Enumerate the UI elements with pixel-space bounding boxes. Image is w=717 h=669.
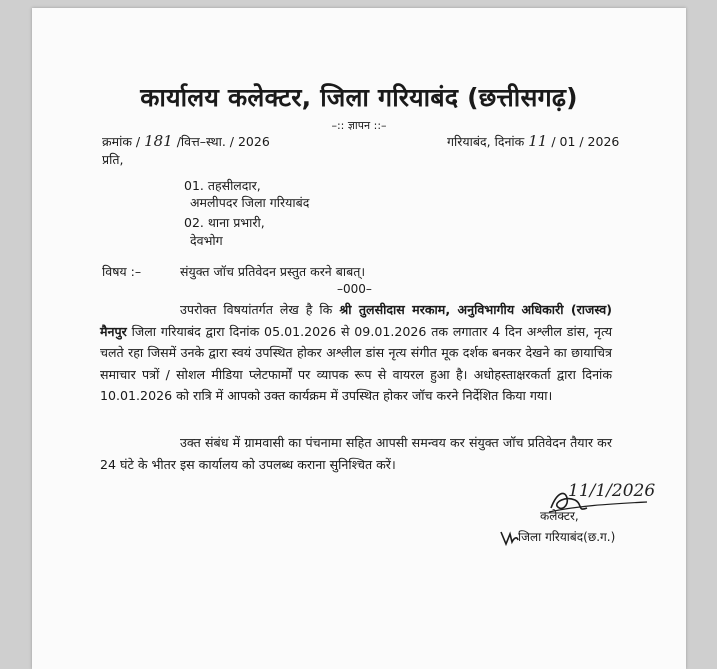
signatory-office: जिला गरियाबंद(छ.ग.) (518, 530, 616, 544)
subject-text: संयुक्त जॉच प्रतिवेदन प्रस्तुत करने बाबत्। (180, 264, 366, 279)
ref-prefix: क्रमांक / (102, 134, 141, 149)
place-date-prefix: गरियाबंद, दिनांक (447, 134, 525, 149)
ref-number-handwritten: 181 (144, 132, 173, 150)
para1-text-a: उपरोक्त विषयांतर्गत लेख है कि (180, 302, 333, 317)
recipient-2-line1: 02. थाना प्रभारी, (184, 215, 265, 230)
subject-label: विषय :– (102, 264, 142, 279)
paragraph-1 (100, 299, 612, 407)
separator: –000– (337, 282, 372, 296)
date-day-handwritten: 11 (528, 132, 548, 150)
place-date (447, 132, 619, 150)
para1-officer-name: श्री तुलसीदास मरकाम, अनुविभागीय अधिकारी (राजस्व) मैनपुर (100, 302, 612, 339)
office-title: कार्यालय कलेक्टर, जिला गरियाबंद (छत्तीसगढ़) (140, 83, 578, 112)
recipient-1-line2: अमलीपदर जिला गरियाबंद (190, 195, 310, 210)
memo-page (32, 8, 686, 669)
date-rest: / 01 / 2026 (551, 134, 620, 149)
signature-date: 11/1/2026 (568, 481, 656, 501)
recipient-1-line1: 01. तहसीलदार, (184, 178, 261, 193)
para2-text: उक्त संबंध में ग्रामवासी का पंचनामा सहित आपसी समन्वय कर संयुक्त जॉच प्रतिवेदन तैयार कर 24 घंटे के भीतर इस कार्यालय को उपलब्ध कराना सुनिश्चित करें। (100, 435, 612, 472)
paragraph-2 (100, 432, 612, 475)
initial-mark (498, 526, 520, 548)
reference-number (102, 132, 270, 150)
para1-text-b: जिला गरियाबंद द्वारा दिनांक 05.01.2026 से 09.01.2026 तक लगातार 4 दिन अश्लील डांस, नृत्य चलते रहा जिसमें उनके द्वारा स्वयं उपस्थित होकर अश्लील डांस नृत्य संगीत मूक दर्शक बनकर देखने का छायाचित्र समाचार पत्रों / सोशल मीडिया प्लेटफार्मों पर व्यापक रूप से वायरल हुआ है। अधोहस्ताक्षरकर्ता द्वारा दिनांक 10.01.2026 को रात्रि में आपको उक्त कार्यक्रम में उपस्थित होकर जॉच करने निर्देशित किया गया। (100, 323, 612, 403)
memo-heading: –:: ज्ञापन ::– (331, 119, 387, 132)
recipient-2-line2: देवभोग (190, 233, 223, 248)
ref-suffix: /वित्त–स्था. / 2026 (176, 134, 270, 149)
signatory-title: कलेक्टर, (540, 509, 579, 523)
to-label: प्रति, (102, 152, 124, 167)
